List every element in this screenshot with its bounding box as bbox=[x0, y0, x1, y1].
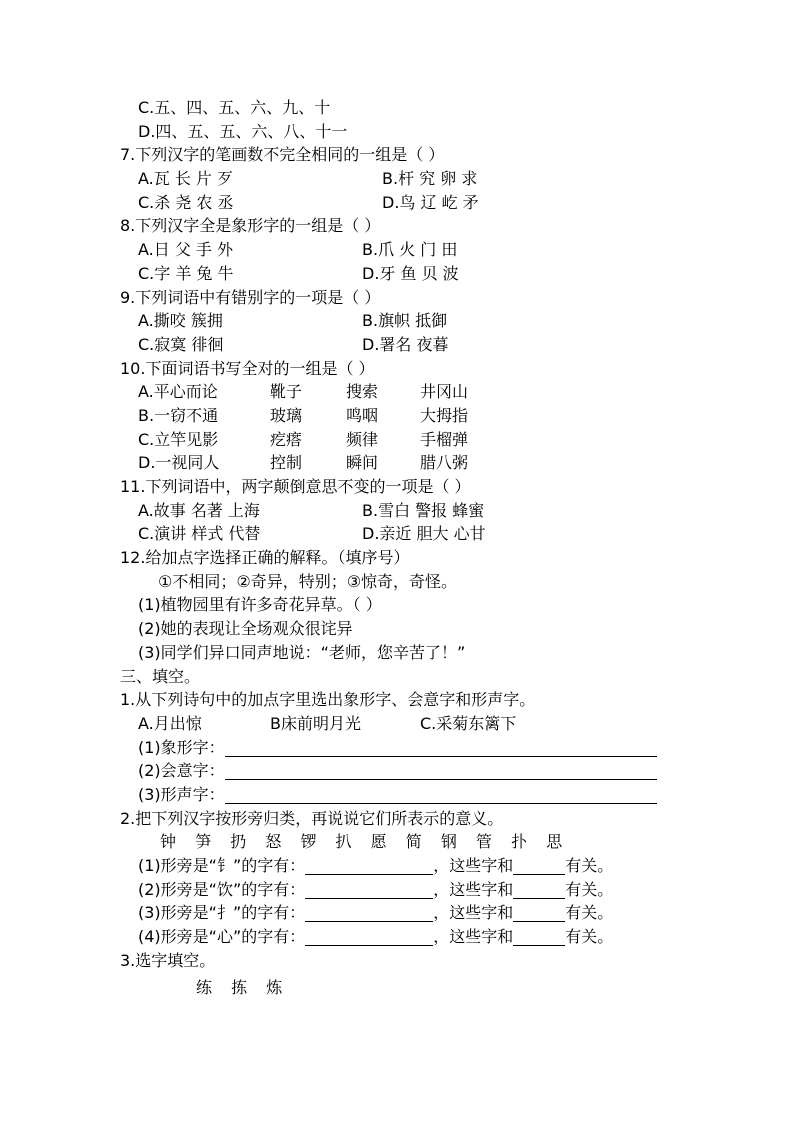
q10-a-word4: 井冈山 bbox=[420, 382, 469, 402]
fill1-option-a: A.月出惊 bbox=[138, 713, 202, 733]
fill2-row-1 bbox=[120, 854, 680, 878]
q7-row-ab bbox=[120, 167, 680, 191]
fill2-row-label: (1)形旁是“钅”的字有： bbox=[138, 856, 306, 875]
q10-row-b bbox=[120, 404, 680, 428]
q10-d-word3: 瞬间 bbox=[346, 453, 379, 473]
q10-a-word1: A.平心而论 bbox=[138, 382, 218, 402]
fill3-char: 炼 bbox=[266, 978, 283, 998]
fill2-row-end: 有关。 bbox=[565, 927, 614, 947]
fill1-line-1 bbox=[120, 736, 680, 760]
fill2-blank-meaning[interactable] bbox=[513, 903, 565, 922]
fill2-blank-meaning[interactable] bbox=[513, 880, 565, 899]
q11-row-ab bbox=[120, 499, 680, 523]
fill2-row-end: 有关。 bbox=[565, 903, 614, 923]
q8-row-ab bbox=[120, 238, 680, 262]
fill1-blank-2[interactable] bbox=[225, 761, 657, 780]
fill2-row-2 bbox=[120, 878, 680, 902]
q10-c-word4: 手榴弹 bbox=[420, 429, 469, 449]
q12-meanings: ①不相同；②奇异，特别；③惊奇，奇怪。 bbox=[158, 571, 458, 591]
fill2-row-end: 有关。 bbox=[565, 856, 614, 875]
q10-stem: 10.下面词语书写全对的一组是（ ） bbox=[120, 358, 375, 378]
fill2-char: 愿 bbox=[370, 832, 387, 852]
fill2-char: 管 bbox=[475, 832, 492, 852]
fill2-char: 怒 bbox=[265, 832, 282, 852]
fill2-char: 扒 bbox=[335, 832, 352, 852]
fill3-stem: 3.选字填空。 bbox=[120, 950, 216, 970]
q12-sentence-2: (2)她的表现让全场观众很诧异 bbox=[138, 619, 353, 639]
q10-row-a bbox=[120, 380, 680, 404]
q7-option-d: D.鸟 辽 屹 矛 bbox=[382, 192, 479, 212]
fill1-label-3: (3)形声字： bbox=[138, 784, 225, 804]
fill2-char: 扔 bbox=[230, 832, 247, 852]
fill2-char: 简 bbox=[405, 832, 422, 852]
fill2-char: 锣 bbox=[300, 832, 317, 852]
q8-stem: 8.下列汉字全是象形字的一组是（ ） bbox=[120, 216, 381, 236]
fill1-label-1: (1)象形字： bbox=[138, 737, 225, 757]
q10-d-word2: 控制 bbox=[270, 453, 303, 473]
q10-d-word1: D.一视同人 bbox=[138, 453, 220, 473]
fill2-char: 钢 bbox=[440, 832, 457, 852]
fill2-blank-chars[interactable] bbox=[305, 903, 433, 922]
q11-option-d: D.亲近 胆大 心甘 bbox=[362, 524, 486, 544]
q10-a-word3: 搜索 bbox=[346, 382, 379, 402]
q11-option-c: C.演讲 样式 代替 bbox=[138, 524, 261, 544]
fill2-stem: 2.把下列汉字按形旁归类，再说说它们所表示的意义。 bbox=[120, 808, 504, 828]
q10-c-word2: 疙瘩 bbox=[270, 429, 303, 449]
fill1-option-c: C.采菊东篱下 bbox=[420, 713, 517, 733]
q12-stem: 12.给加点字选择正确的解释。（填序号） bbox=[120, 548, 410, 568]
fill2-row-label: (2)形旁是“饮”的字有： bbox=[138, 879, 306, 899]
q10-b-word4: 大拇指 bbox=[420, 405, 469, 425]
fill2-row-4 bbox=[120, 925, 680, 949]
q8-row-cd bbox=[120, 262, 680, 286]
fill1-option-b: B床前明月光 bbox=[270, 713, 361, 733]
fill3-char: 拣 bbox=[231, 978, 248, 998]
q10-d-word4: 腊八粥 bbox=[420, 453, 469, 473]
fill2-row-label: (4)形旁是“心”的字有： bbox=[138, 927, 306, 947]
worksheet bbox=[120, 96, 680, 1000]
fill2-row-end: 有关。 bbox=[565, 879, 614, 899]
fill2-char: 钟 bbox=[160, 832, 177, 852]
fill2-blank-chars[interactable] bbox=[305, 880, 433, 899]
fill1-blank-3[interactable] bbox=[225, 785, 657, 804]
q7-option-c: C.杀 尧 农 丞 bbox=[138, 192, 234, 212]
fill2-char: 思 bbox=[546, 832, 563, 852]
q9-option-c: C.寂寞 徘徊 bbox=[138, 334, 224, 354]
q11-row-cd bbox=[120, 522, 680, 546]
q6-option-c: C.五、四、五、六、九、十 bbox=[138, 98, 331, 117]
q9-row-cd bbox=[120, 333, 680, 357]
fill1-options bbox=[120, 712, 680, 736]
fill2-blank-chars[interactable] bbox=[305, 927, 433, 946]
q9-option-b: B.旗帜 抵御 bbox=[362, 311, 448, 331]
fill2-row-label: (3)形旁是“扌”的字有： bbox=[138, 903, 306, 923]
fill1-label-2: (2)会意字： bbox=[138, 761, 225, 781]
fill2-chars bbox=[120, 830, 680, 854]
q6-option-d: D.四、五、五、六、八、十一 bbox=[138, 121, 348, 141]
q10-row-c bbox=[120, 428, 680, 452]
fill1-stem: 1.从下列诗句中的加点字里选出象形字、会意字和形声字。 bbox=[120, 690, 536, 710]
fill1-blank-1[interactable] bbox=[225, 738, 657, 757]
q12-sentence-1: (1)植物园里有许多奇花异草。（ ） bbox=[138, 595, 382, 615]
fill2-row-mid: ，这些字和 bbox=[433, 879, 514, 899]
q10-a-word2: 靴子 bbox=[270, 382, 303, 402]
q10-b-word1: B.一窃不通 bbox=[138, 405, 219, 425]
q9-option-a: A.撕咬 簇拥 bbox=[138, 311, 223, 331]
fill3-chars bbox=[120, 976, 680, 1000]
q10-b-word2: 玻璃 bbox=[270, 405, 303, 425]
q7-option-a: A.瓦 长 片 歹 bbox=[138, 169, 234, 189]
fill2-row-mid: ，这些字和 bbox=[433, 903, 514, 923]
q8-option-b: B.爪 火 门 田 bbox=[362, 240, 458, 260]
q12-sentence-3: (3)同学们异口同声地说：“老师，您辛苦了！” bbox=[138, 642, 466, 662]
fill2-blank-chars[interactable] bbox=[305, 856, 433, 875]
q7-stem: 7.下列汉字的笔画数不完全相同的一组是（ ） bbox=[120, 145, 445, 165]
fill2-row-3 bbox=[120, 901, 680, 925]
q10-b-word3: 鸣咽 bbox=[346, 405, 379, 425]
section-3-heading: 三、填空。 bbox=[120, 666, 201, 686]
q7-row-cd bbox=[120, 191, 680, 215]
q9-stem: 9.下列词语中有错别字的一项是（ ） bbox=[120, 287, 381, 307]
fill2-blank-meaning[interactable] bbox=[513, 927, 565, 946]
q10-c-word1: C.立竿见影 bbox=[138, 429, 219, 449]
fill3-char: 练 bbox=[196, 978, 213, 998]
q10-row-d bbox=[120, 451, 680, 475]
fill1-line-2 bbox=[120, 759, 680, 783]
q9-option-d: D.署名 夜暮 bbox=[362, 334, 449, 354]
q7-option-b: B.杆 究 卵 求 bbox=[382, 169, 478, 189]
fill2-char: 笋 bbox=[195, 832, 212, 852]
q11-option-a: A.故事 名著 上海 bbox=[138, 500, 260, 520]
fill2-row-mid: ，这些字和 bbox=[433, 927, 514, 947]
fill2-char: 扑 bbox=[511, 832, 528, 852]
q9-row-ab bbox=[120, 309, 680, 333]
fill2-blank-meaning[interactable] bbox=[513, 856, 565, 875]
q11-stem: 11.下列词语中，两字颠倒意思不变的一项是（ ） bbox=[120, 477, 471, 496]
fill2-row-mid: ，这些字和 bbox=[433, 856, 514, 875]
q8-option-d: D.牙 鱼 贝 波 bbox=[362, 263, 459, 283]
fill1-line-3 bbox=[120, 783, 680, 807]
q10-c-word3: 频律 bbox=[346, 429, 379, 449]
q8-option-a: A.日 父 手 外 bbox=[138, 240, 234, 260]
q8-option-c: C.字 羊 兔 牛 bbox=[138, 263, 234, 283]
q11-option-b: B.雪白 警报 蜂蜜 bbox=[362, 500, 485, 520]
